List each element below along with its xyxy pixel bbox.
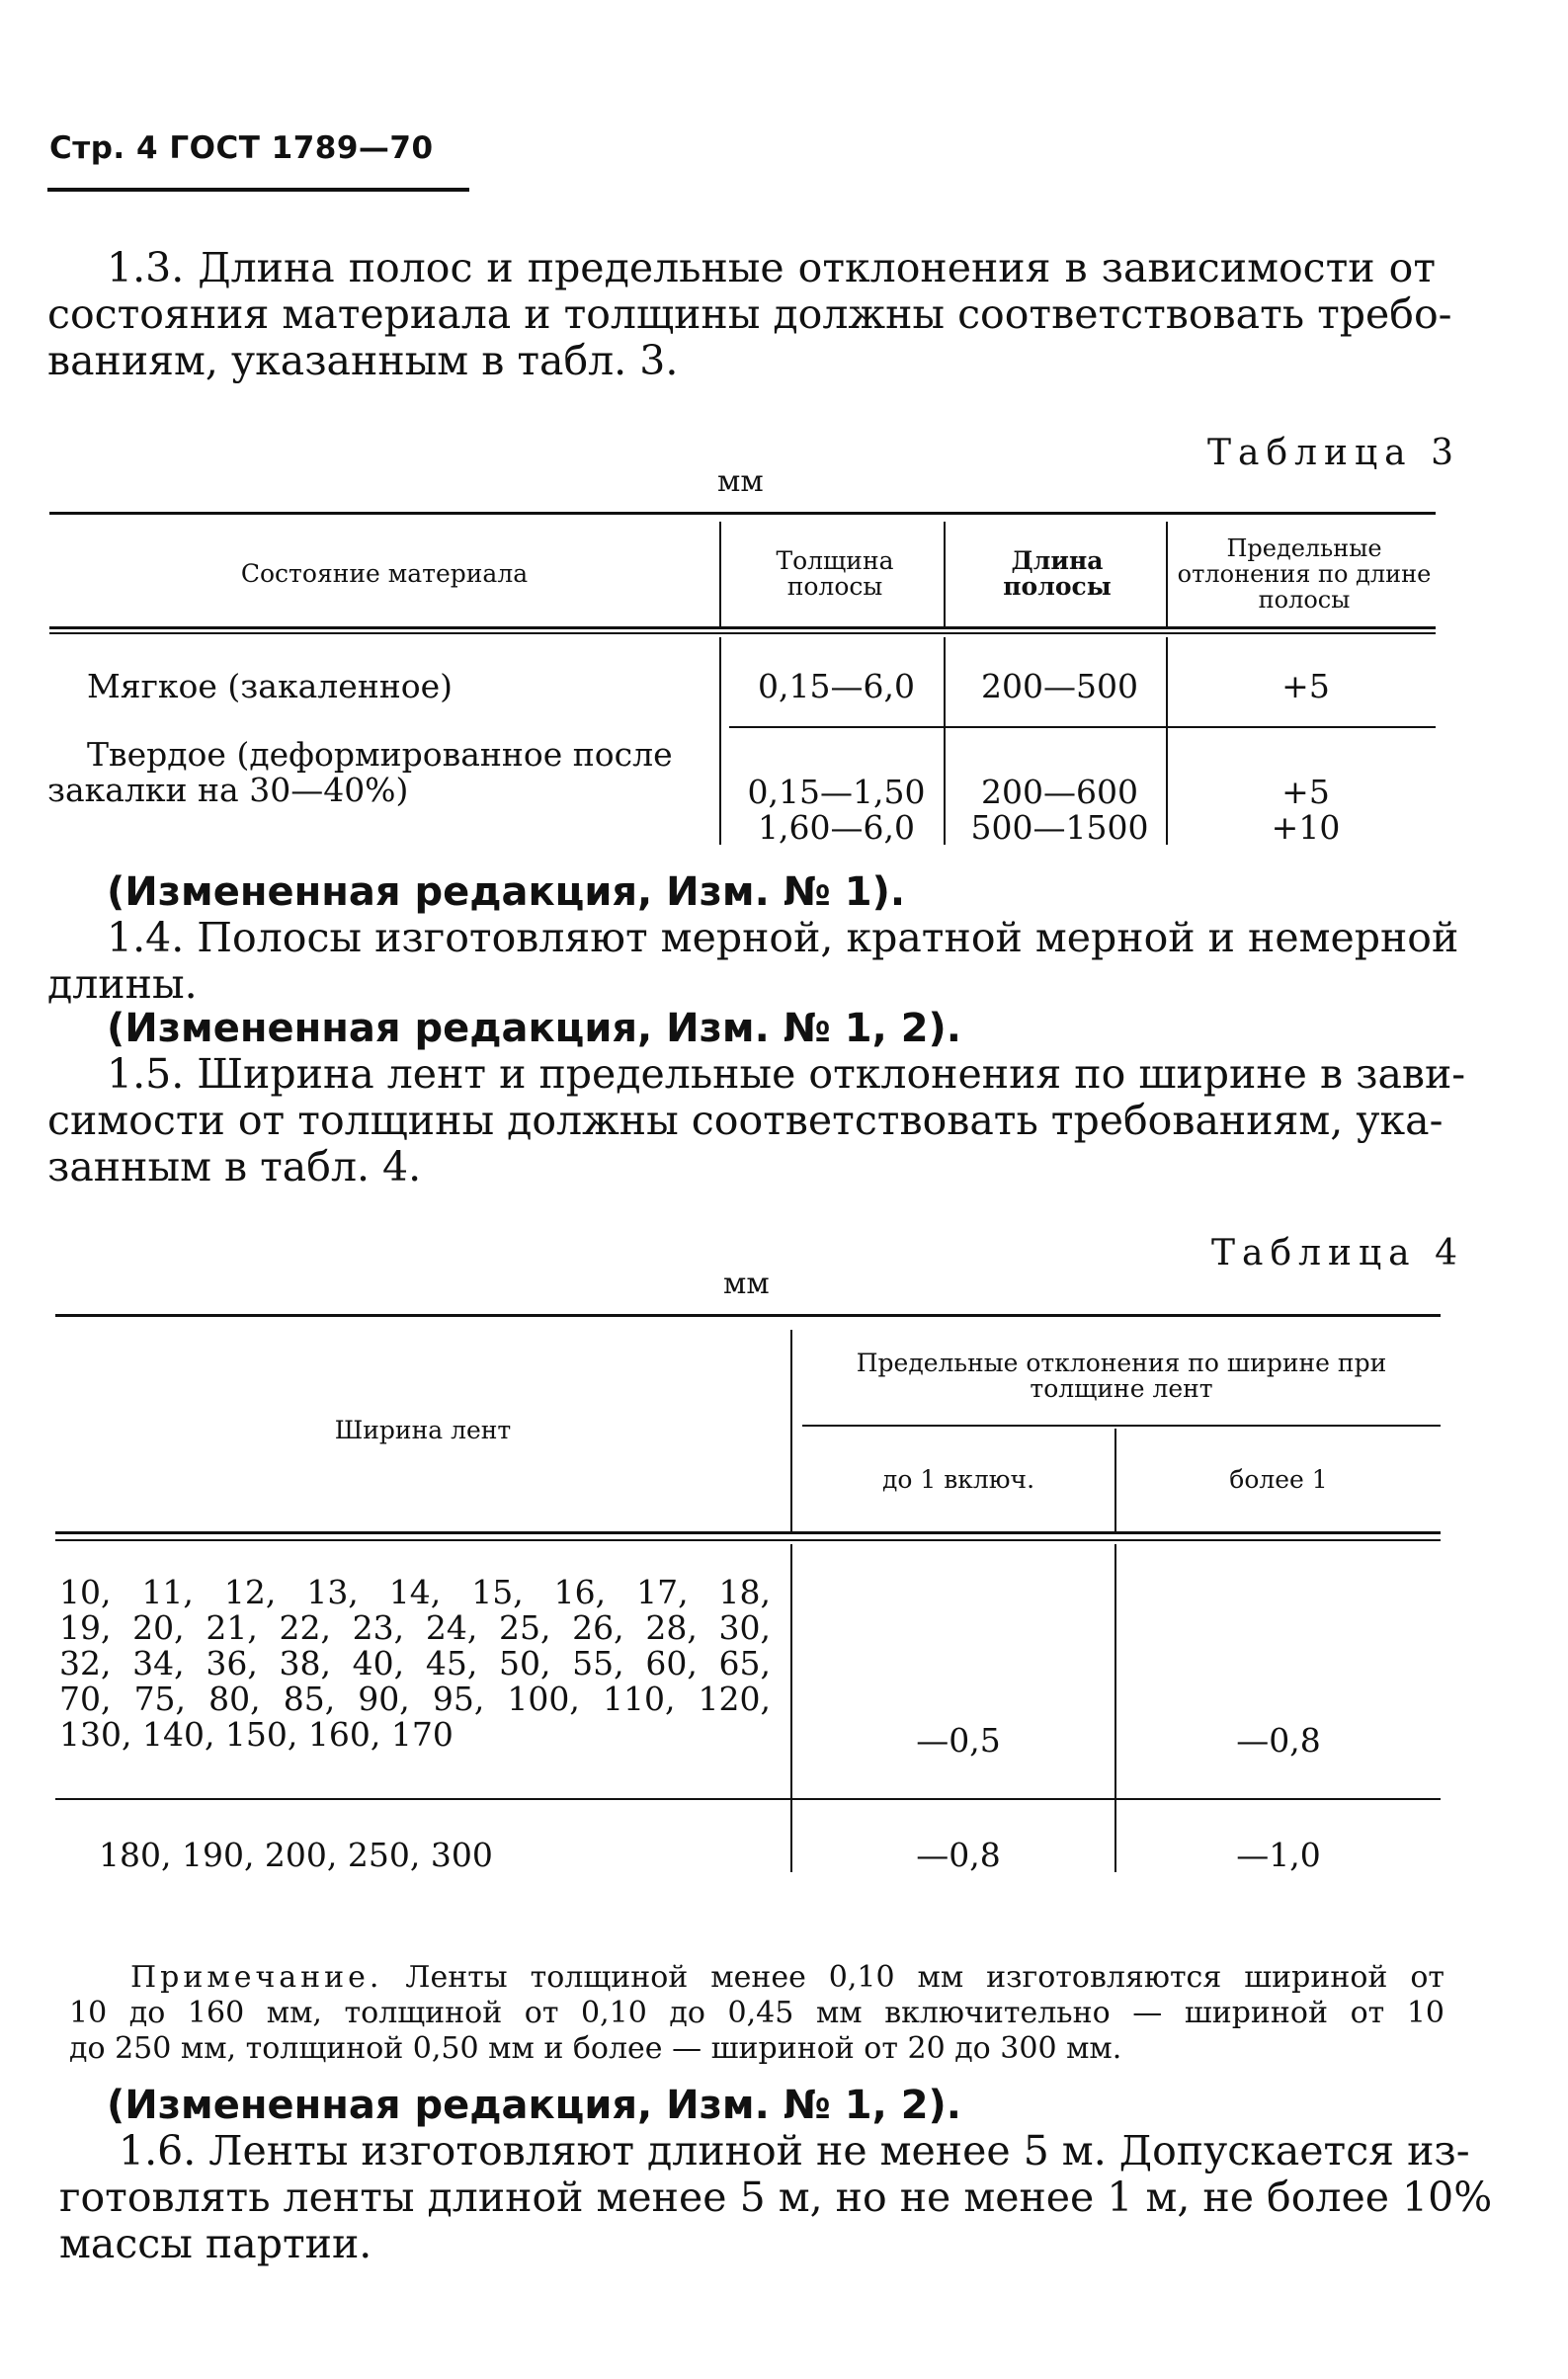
width-line: 130, 140, 150, 160, 170 <box>59 1715 454 1754</box>
table-4-cell-dev1: —0,8 <box>916 1836 1001 1874</box>
amendment-note: (Измененная редакция, Изм. № 1, 2). <box>107 1006 961 1051</box>
width-line: 19, 20, 21, 22, 23, 24, 25, 26, 28, 30, <box>59 1608 771 1647</box>
text-line: 1.5. Ширина лент и предельные отклонения по ширине в зави- <box>107 1050 1466 1098</box>
note-text: Ленты толщиной менее 0,10 мм изготовляются шириной от <box>405 1960 1444 1995</box>
table-rule <box>49 512 1436 515</box>
table-4-cell-dev1: —0,5 <box>916 1721 1001 1760</box>
table-rule <box>55 1539 1441 1541</box>
table-4-cell-dev2: —0,8 <box>1236 1721 1321 1760</box>
text-line: состояния материала и толщины должны соответствовать требо- <box>47 290 1452 338</box>
table-3-cell-state: Твердое (деформированное после <box>87 735 673 774</box>
table-4-cell-widths <box>59 1575 771 1753</box>
page-header: Стр. 4 ГОСТ 1789—70 <box>49 130 434 166</box>
table-4-header-sub1: до 1 включ. <box>881 1465 1035 1494</box>
table-3-header-deviation: Предельные отлонения по длине полосы <box>1177 534 1432 614</box>
note-label: Примечание. <box>130 1960 383 1995</box>
width-line: 10, 11, 12, 13, 14, 15, 16, 17, 18, <box>59 1573 771 1611</box>
text-line: готовлять ленты длиной менее 5 м, но не менее 1 м, не более 10% <box>59 2174 1493 2221</box>
table-3-cell-thickness: 1,60—6,0 <box>758 808 915 847</box>
amendment-note: (Измененная редакция, Изм. № 1, 2). <box>107 2083 961 2128</box>
table-4-cell-widths: 180, 190, 200, 250, 300 <box>99 1836 493 1874</box>
table-4-caption: Таблица 4 <box>1211 1233 1464 1273</box>
table-3-cell-deviation: +5 <box>1281 773 1330 811</box>
table-4-header-sub2: более 1 <box>1229 1465 1328 1494</box>
table-rule <box>790 1544 792 1872</box>
paragraph-1-6 <box>59 2127 1493 2267</box>
table-rule <box>719 637 721 845</box>
table-rule <box>790 1330 792 1531</box>
table-3-cell-thickness: 0,15—6,0 <box>758 667 915 705</box>
table-3-header-thickness: Толщина полосы <box>776 546 894 601</box>
table-4-header-group: Предельные отклонения по ширине при толщине лент <box>856 1349 1387 1403</box>
text-line: 1.4. Полосы изготовляют мерной, кратной мерной и немерной <box>107 914 1459 961</box>
table-3-cell-deviation: +5 <box>1281 667 1330 705</box>
text-line: занным в табл. 4. <box>47 1143 422 1190</box>
table-rule <box>55 1798 1441 1800</box>
table-3-cell-length: 200—500 <box>981 667 1138 705</box>
note-line: 10 до 160 мм, толщиной от 0,10 до 0,45 мм включительно — шириной от 10 <box>69 1996 1444 2030</box>
note-line: до 250 мм, толщиной 0,50 мм и более — шириной от 20 до 300 мм. <box>69 2031 1122 2066</box>
table-rule <box>729 726 1436 728</box>
paragraph-1-4 <box>47 914 1459 1008</box>
width-line: 32, 34, 36, 38, 40, 45, 50, 55, 60, 65, <box>59 1644 771 1682</box>
table-4-units: мм <box>723 1267 770 1301</box>
text-line: 1.6. Ленты изготовляют длиной не менее 5 м. Допускается из- <box>119 2127 1470 2174</box>
table-3-units: мм <box>717 464 764 499</box>
amendment-note: (Измененная редакция, Изм. № 1). <box>107 869 906 915</box>
table-3-cell-thickness: 0,15—1,50 <box>747 773 926 811</box>
paragraph-1-3 <box>47 244 1452 384</box>
header-rule <box>47 188 469 192</box>
table-3-header-state: Состояние материала <box>240 559 529 588</box>
table-rule <box>719 522 721 626</box>
table-3-cell-state: закалки на 30—40%) <box>47 771 409 809</box>
text-line: ваниям, указанным в табл. 3. <box>47 337 679 384</box>
table-3-caption: Таблица 3 <box>1207 433 1460 473</box>
table-4-header-width: Ширина лент <box>334 1416 512 1444</box>
table-rule <box>944 522 946 626</box>
table-3-cell-length: 500—1500 <box>970 808 1149 847</box>
table-4-cell-dev2: —1,0 <box>1236 1836 1321 1874</box>
table-rule <box>49 626 1436 629</box>
text-line: 1.3. Длина полос и предельные отклонения в зависимости от <box>107 244 1436 291</box>
table-rule <box>55 1314 1441 1317</box>
table-3-cell-deviation: +10 <box>1271 808 1341 847</box>
table-3-header-length: Длина полосы <box>1003 546 1112 601</box>
table-rule <box>49 632 1436 634</box>
width-line: 70, 75, 80, 85, 90, 95, 100, 110, 120, <box>59 1680 771 1718</box>
table-rule <box>944 637 946 845</box>
table-rule <box>55 1531 1441 1534</box>
table-rule <box>802 1425 1441 1427</box>
text-line: симости от толщины должны соответствовать требованиям, ука- <box>47 1097 1444 1144</box>
note-line <box>69 1960 1444 1996</box>
text-line: длины. <box>47 960 198 1008</box>
table-rule <box>1166 522 1168 626</box>
table-note <box>69 1960 1444 2067</box>
table-3-cell-state: Мягкое (закаленное) <box>87 667 454 705</box>
table-rule <box>1114 1544 1116 1872</box>
paragraph-1-5 <box>47 1050 1466 1190</box>
table-rule <box>1166 637 1168 845</box>
text-line: массы партии. <box>59 2220 372 2267</box>
table-3-cell-length: 200—600 <box>981 773 1138 811</box>
